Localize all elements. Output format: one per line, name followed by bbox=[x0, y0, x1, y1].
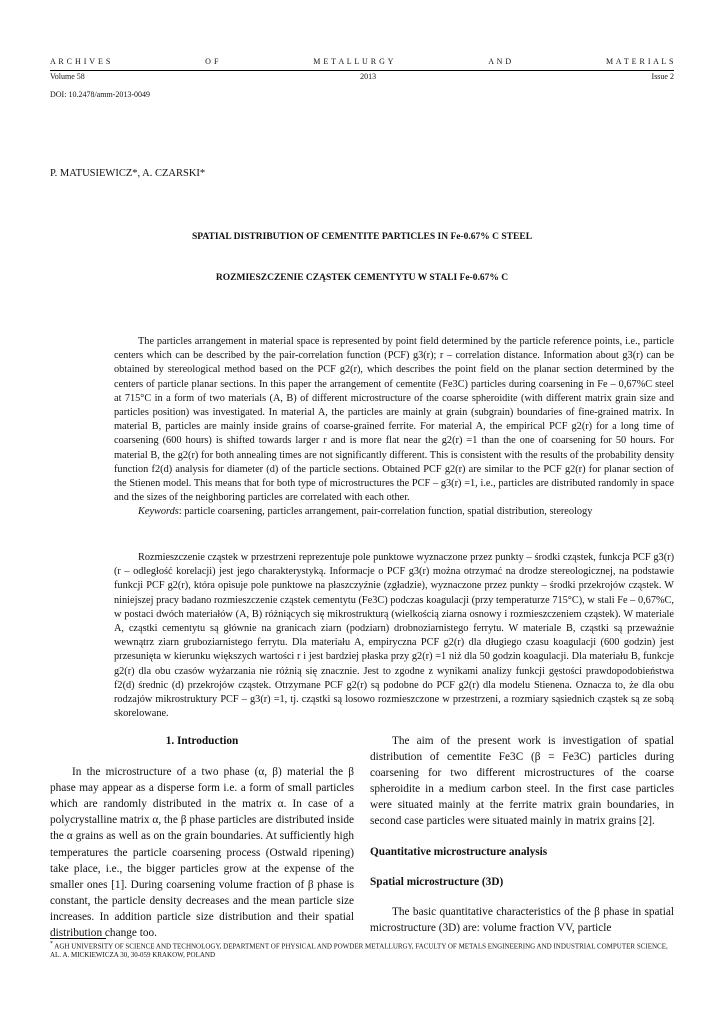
journal-word: M A T E R I A L S bbox=[606, 57, 674, 66]
journal-word: A N D bbox=[488, 57, 512, 66]
journal-word: A R C H I V E S bbox=[50, 57, 111, 66]
footnote-text: AGH UNIVERSITY OF SCIENCE AND TECHNOLOGY, DEPARTMENT OF PHYSICAL AND POWDER METALLURGY, FACULTY OF METALS ENGINEERING AND INDUSTRIAL COMPUTER SCIENCE, AL. A. MICKIEWICZA 30, 30-059 KRAKOW, POLAND bbox=[50, 942, 668, 960]
volume: Volume 58 bbox=[50, 72, 85, 81]
issue: Issue 2 bbox=[651, 72, 674, 81]
abstract-en bbox=[114, 335, 674, 520]
abstract-en-text: The particles arrangement in material space is represented by point field determined by the particle reference points, i.e., particle centers which can be described by the pair-correlation function (PCF) g3(r); r – correlation distance. Information about g3(r) can be obtained by stereological method based on the PCF g2(r), which describes the point field on the planar section determined by the centers of particle planar sections. In this paper the arrangement of cementite (Fe3C) particles during coarsening in Fe – 0,67%C steel at 715°C in a form of two materials (A, B) of different microstructure of the coarse spheroidite (with different matrix grain size and particles position) was investigated. In material A, the particles are mainly at grain (subgrain) boundaries of fine-grained matrix. In material B, particles are mainly inside grains of coarse-grained ferrite. For material A, the empirical PCF g2(r) for a long time of coarsening (600 hours) is shifted towards larger r and is more flat near the g2(r) =1 than the one of coarsening for 50 hours. For material B, the g2(r) for both annealing times are not significantly different. This is consistent with the results of the probability density function f2(d) analysis for diameter (d) of the particle sections. Obtained PCF g2(r) are similar to the PCF g2(r) for planar section of the Stienen model. This means that for both type of microstructures the PCF – g3(r) =1, i.e., particles are distributed randomly in space and the sizes of the neighboring particles are correlated with each other. bbox=[114, 336, 674, 504]
header-rule bbox=[50, 70, 674, 71]
keywords bbox=[114, 505, 674, 519]
journal-word: O F bbox=[205, 57, 219, 66]
intro-paragraph: In the microstructure of a two phase (α, β) material the β phase may appear as a disperse form i.e. a form of small particles which are randomly distributed in the matrix α. In case of a polycrystalline matrix α, the β phase particles are distributed inside the α grains as well as on the grain boundaries. At sufficiently high temperatures the particle coarsening process (Ostwald ripening) take place, i.e., the bigger particles grow at the expense of the smaller ones [1]. During coarsening volume fraction of β phase is constant, the particle density decreases and the mean particle size increases. In addition particle size distribution and their spatial distribution change too. bbox=[50, 766, 354, 940]
title-en: SPATIAL DISTRIBUTION OF CEMENTITE PARTICLES IN Fe-0.67% C STEEL bbox=[191, 232, 533, 242]
authors: P. MATUSIEWICZ*, A. CZARSKI* bbox=[50, 168, 206, 179]
abstract-pl-text: Rozmieszczenie cząstek w przestrzeni reprezentuje pole punktowe wyznaczone przez punkty – środki cząstek, funkcja PCF g3(r) (r – odległość korelacji) jest jego charakterystyką. Informacje o PCF g3(r) można otrzymać na drodze stereologicznej, na podstawie funkcji PCF g2(r), która opisuje pole punktowe na płaszczyźnie (zgładzie), wyznaczone przez punkty – środki przekrojów cząstek. W niniejszej pracy badano rozmieszczenie cząstek cementytu (Fe3C) podczas koagulacji (przy temperaturze 715°C), w stali Fe – 0,67%C, w postaci dwóch materiałów (A, B) różniących się mikrostrukturą (wielkością ziarna osnowy i rozmieszczeniem cząstek). W materiale A, cząstki cementytu są głównie na granicach ziarn (podziarn) drobnoziarnistego ferrytu. W materiale B, cząstki są przeważnie wewnątrz ziarn gruboziarnistego ferrytu. Dla materiału A, empiryczna PCF g2(r) dla długiego czasu koagulacji (600 godzin) jest przesunięta w kierunku większych wartości r i jest bardziej płaska przy g2(r) =1 niż dla 50 godzin koagulacji. Dla materiału B, funkcje g2(r) dla obu czasów wyżarzania nie różnią się znacznie. Jest to zgodne z wynikami analizy funkcji gęstości prawdopodobieństwa f2(d) średnic (d) przekrojów cząstek. Otrzymane PCF g2(r) są podobne do PCF g2(r) dla modelu Stienena. Oznacza to, że dla obu rodzajów mikrostruktury PCF – g3(r) =1, tj. cząstki są losowo rozmieszczone w przestrzeni, a rozmiary sąsiednich cząstek są ze sobą skorelowane. bbox=[114, 552, 674, 720]
heading-quantitative: Quantitative microstructure analysis bbox=[370, 845, 548, 858]
right-column bbox=[370, 733, 674, 936]
basic-characteristics-paragraph: The basic quantitative characteristics of the β phase in spatial microstructure (3D) are: volume fraction VV, particle bbox=[370, 905, 674, 934]
keywords-text: : particle coarsening, particles arrangement, pair-correlation function, spatial distribution, stereology bbox=[178, 506, 593, 518]
journal-name bbox=[50, 57, 674, 66]
year: 2013 bbox=[360, 72, 377, 81]
affiliation-footnote bbox=[50, 940, 674, 960]
footnote-rule bbox=[50, 938, 106, 939]
section-heading-introduction: 1. Introduction bbox=[165, 735, 239, 747]
heading-spatial: Spatial microstructure (3D) bbox=[370, 875, 504, 888]
doi[interactable]: DOI: 10.2478/amm-2013-0049 bbox=[50, 90, 150, 99]
title-pl: ROZMIESZCZENIE CZĄSTEK CEMENTYTU W STALI Fe-0.67% C bbox=[215, 273, 509, 283]
aim-paragraph: The aim of the present work is investigation of spatial distribution of cementite Fe3C (β = Fe3C) particles during coarsening for two different microstructures of the coarse spheroidite in a medium carbon steel. In the first case particles were situated mainly at the ferrite matrix grain boundaries, in second case particles were situated mainly in matrix grains [2]. bbox=[370, 735, 674, 828]
abstract-pl bbox=[114, 551, 674, 721]
journal-word: M E T A L L U R G Y bbox=[313, 57, 394, 66]
footnote-mark: * bbox=[50, 941, 53, 947]
keywords-label: Keywords bbox=[138, 506, 179, 518]
left-column bbox=[50, 733, 354, 941]
issue-meta bbox=[50, 72, 674, 81]
